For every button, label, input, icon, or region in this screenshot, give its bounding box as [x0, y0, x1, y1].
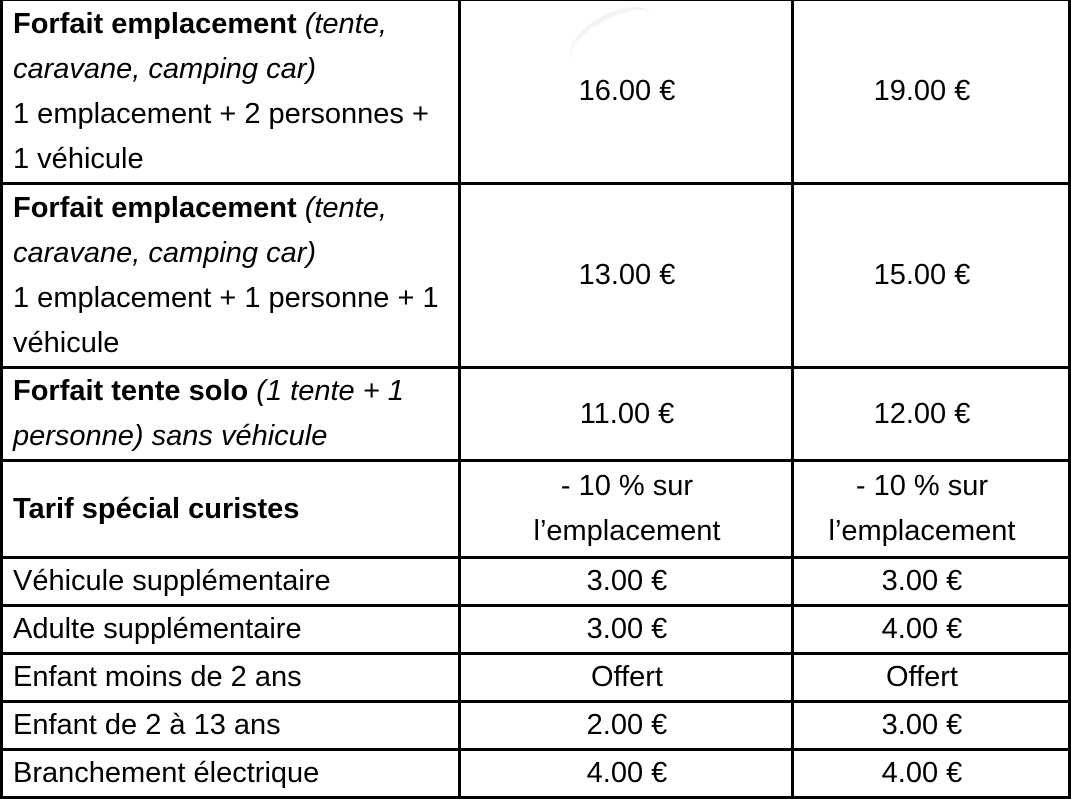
table-row	[2, 184, 1070, 368]
price-low-season-cell: 3.00 €	[460, 606, 793, 654]
table-row	[2, 461, 1070, 558]
price-high-season-cell: 3.00 €	[793, 558, 1070, 606]
price-low-season-cell: 13.00 €	[460, 184, 793, 368]
row-label-italic: (tente, caravane, camping car)	[13, 7, 387, 85]
table-row	[2, 606, 1070, 654]
row-label-italic: (1 tente + 1 personne) sans véhicule	[13, 375, 404, 452]
table-row	[2, 368, 1070, 461]
price-high-season-cell: 3.00 €	[793, 702, 1070, 750]
table-row	[2, 654, 1070, 702]
table-row	[2, 702, 1070, 750]
row-label-cell: Enfant moins de 2 ans	[2, 654, 460, 702]
price-low-season-cell: 4.00 €	[460, 750, 793, 798]
row-label-cell: Véhicule supplémentaire	[2, 558, 460, 606]
price-low-season-cell: - 10 % sur l’emplacement	[460, 461, 793, 558]
row-label-cell: Branchement électrique	[2, 750, 460, 798]
table-row	[2, 750, 1070, 798]
price-high-season-cell: 19.00 €	[793, 0, 1070, 184]
row-label-detail: 1 emplacement + 2 personnes + 1 véhicule	[13, 97, 429, 175]
row-label-cell: Adulte supplémentaire	[2, 606, 460, 654]
row-label-italic: (tente, caravane, camping car)	[13, 191, 387, 269]
price-high-season-cell: - 10 % sur l’emplacement	[793, 461, 1070, 558]
price-low-season-cell: 2.00 €	[460, 702, 793, 750]
price-high-season-cell: 4.00 €	[793, 606, 1070, 654]
row-label-bold: Forfait emplacement	[13, 191, 297, 224]
row-label-bold: Forfait emplacement	[13, 7, 297, 40]
table-row	[2, 558, 1070, 606]
price-low-season-cell: 16.00 €	[460, 0, 793, 184]
price-high-season-cell: 12.00 €	[793, 368, 1070, 461]
row-label-cell: Enfant de 2 à 13 ans	[2, 702, 460, 750]
row-label-bold: Forfait tente solo	[13, 375, 249, 407]
price-high-season-cell: 4.00 €	[793, 750, 1070, 798]
price-low-season-cell: Offert	[460, 654, 793, 702]
price-low-season-cell: 3.00 €	[460, 558, 793, 606]
table-row	[2, 0, 1070, 184]
row-label-cell	[2, 184, 460, 368]
row-label-bold: Tarif spécial curistes	[13, 492, 300, 525]
row-label-cell	[2, 461, 460, 558]
price-high-season-cell: 15.00 €	[793, 184, 1070, 368]
price-low-season-cell: 11.00 €	[460, 368, 793, 461]
row-label-detail: 1 emplacement + 1 personne + 1 véhicule	[13, 281, 439, 359]
row-label-cell	[2, 0, 460, 184]
row-label-cell	[2, 368, 460, 461]
price-high-season-cell: Offert	[793, 654, 1070, 702]
